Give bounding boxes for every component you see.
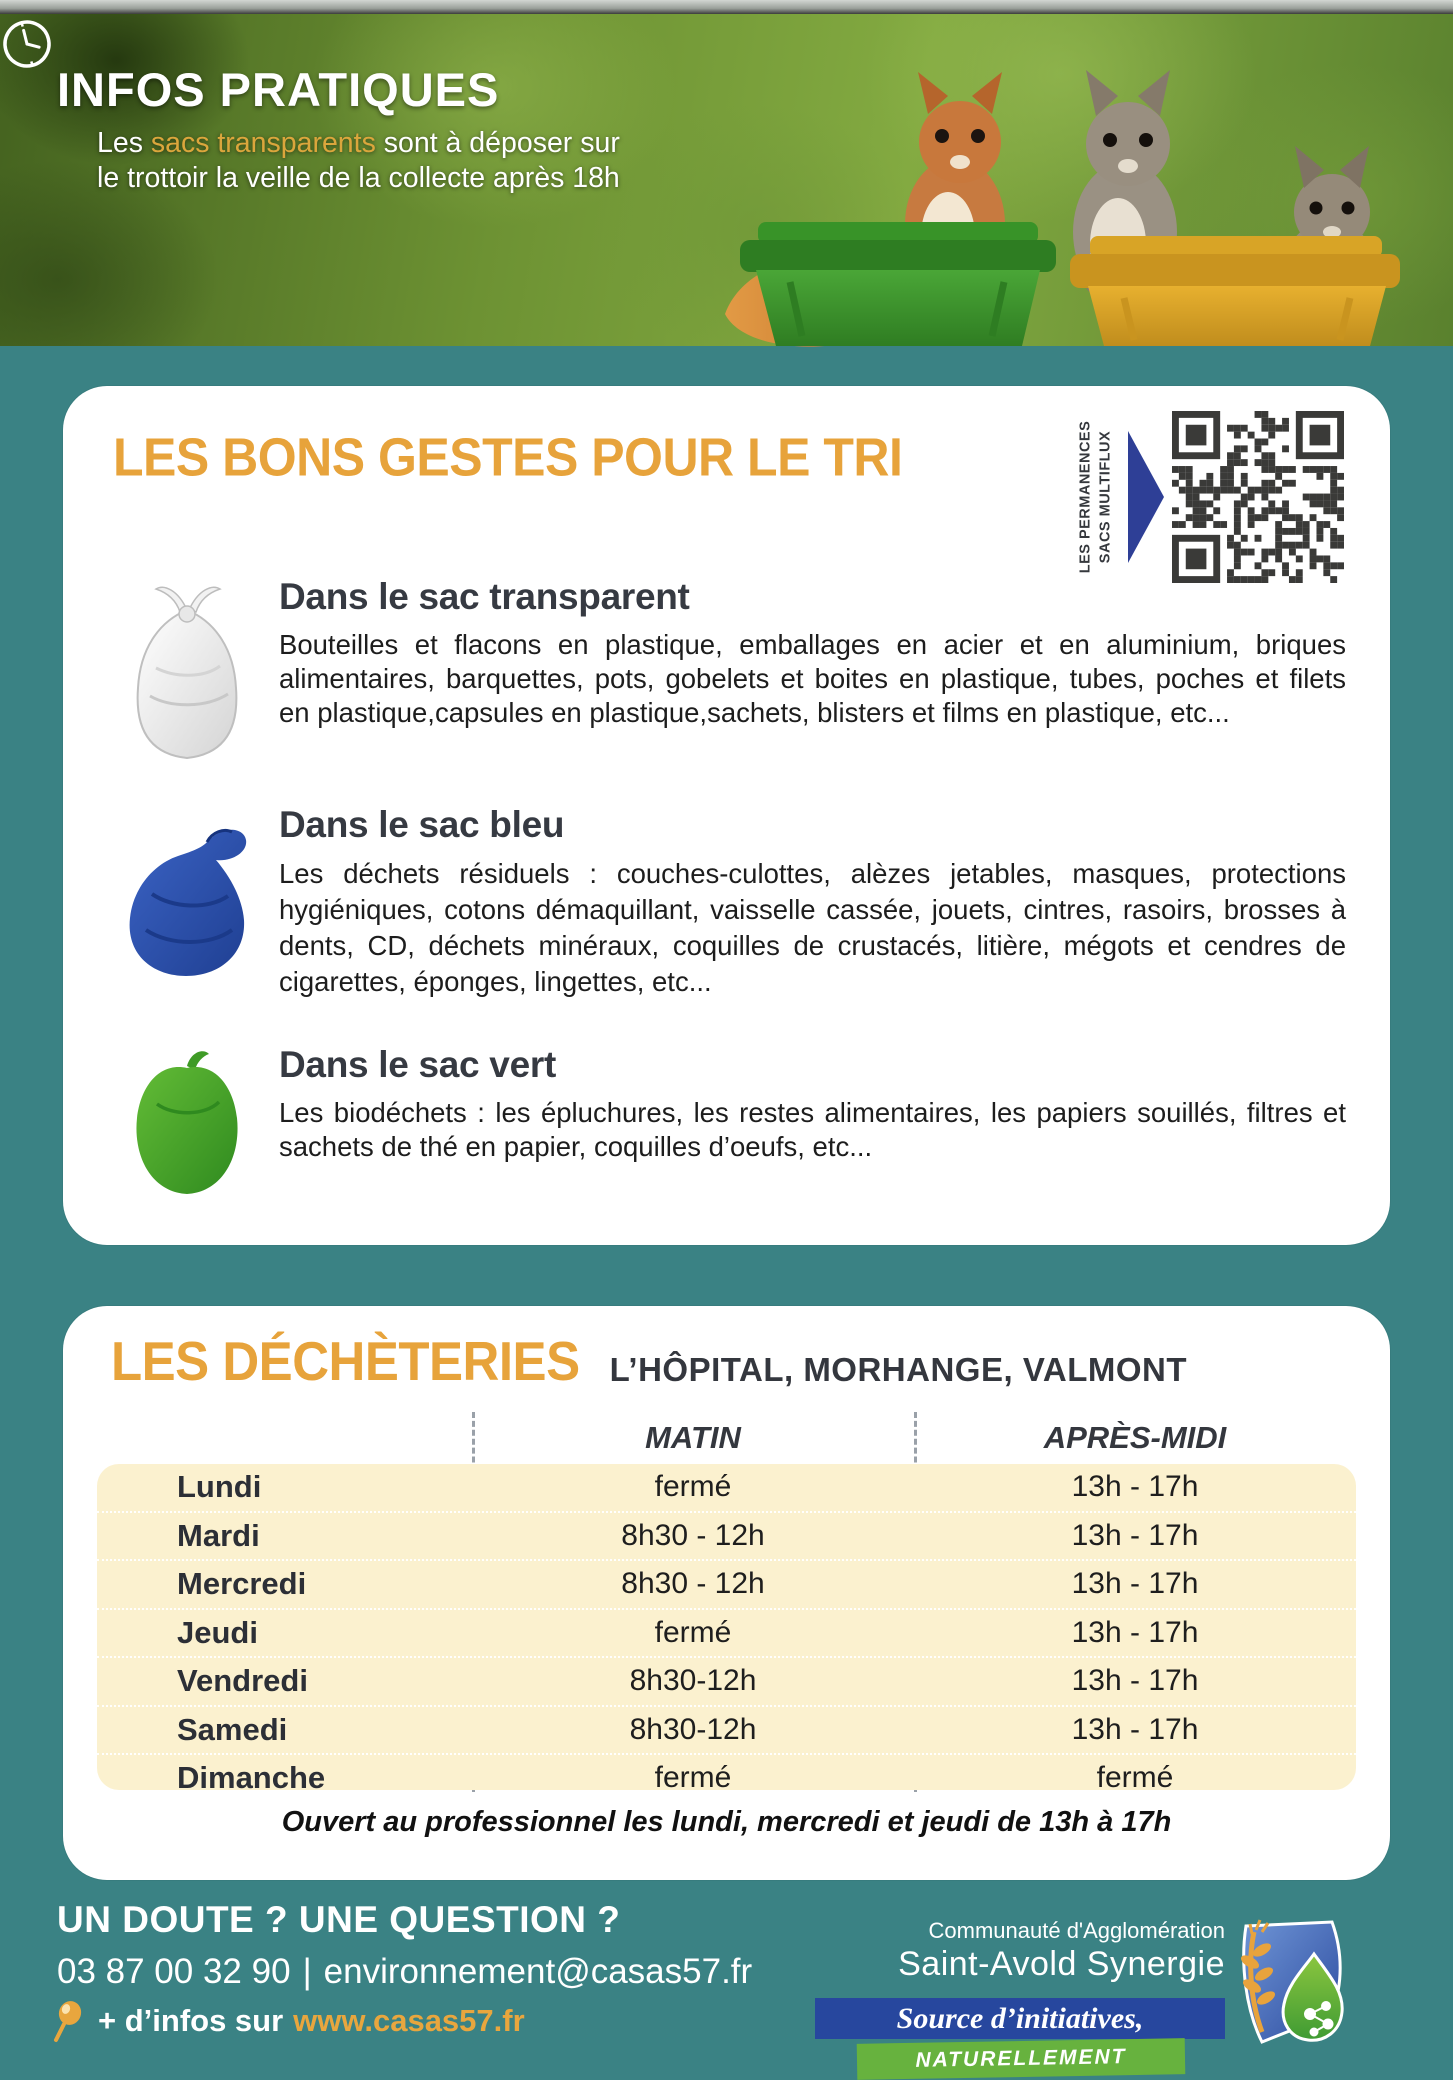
decheteries-title-row [111,1330,1188,1393]
clock-icon [0,14,54,74]
schedule-table-header [97,1420,1356,1456]
col-apres-midi: APRÈS-MIDI [1043,1420,1227,1455]
table-row-vendredi: Vendredi 8h30-12h 13h - 17h [97,1658,1356,1707]
yellow-bin [1070,236,1400,346]
table-row-mercredi: Mercredi 8h30 - 12h 13h - 17h [97,1561,1356,1610]
qr-block [1066,408,1344,586]
green-bin [740,222,1056,346]
table-row-samedi: Samedi 8h30-12h 13h - 17h [97,1707,1356,1756]
tagline-badge-green [857,2038,1186,2080]
qr-label-line1: LES PERMANENCES [1077,420,1094,574]
qr-code [1172,411,1344,583]
transparent-bag-icon [107,576,267,768]
contact-line [57,1952,752,1992]
qr-vertical-label [1066,408,1126,586]
decheteries-title: LES DÉCHÈTERIES [111,1330,580,1392]
org-line-1: Communauté d'Agglomération [928,1918,1225,1943]
tagline-naturellement: NATURELLEMENT [915,2045,1127,2072]
blue-bag-icon [107,804,267,1000]
notice-highlight: sacs transparents [150,127,376,159]
footer-question: UN DOUTE ? UNE QUESTION ? [57,1899,621,1940]
heading-sac-vert: Dans le sac vert [279,1044,556,1085]
heading-sac-transparent: Dans le sac transparent [279,576,690,617]
table-row-mardi: Mardi 8h30 - 12h 13h - 17h [97,1513,1356,1562]
tagline-script: Source d’initiatives, [896,2001,1144,2035]
collection-notice [97,126,620,196]
schedule-table [97,1464,1356,1796]
decheteries-locations: L’HÔPITAL, MORHANGE, VALMONT [609,1351,1188,1388]
pushpin-icon [50,2000,84,2042]
section-sac-vert [107,1044,1346,1200]
table-row-jeudi: Jeudi fermé 13h - 17h [97,1610,1356,1659]
tagline-badge-blue [815,1998,1225,2039]
info-prefix: + d’infos sur [98,2003,284,2038]
table-row-dimanche: Dimanche fermé fermé [177,1760,1174,1796]
website-url: www.casas57.fr [293,2003,525,2038]
col-matin: MATIN [645,1420,741,1455]
notice-line-2: le trottoir la veille de la collecte après 18h [97,162,620,194]
more-info-line [50,2000,525,2042]
table-row-lundi: Lundi fermé 13h - 17h [97,1464,1356,1513]
col-day [97,1420,472,1456]
sorting-rules-card [63,386,1390,1245]
body-sac-bleu: Les déchets résiduels : couches-culottes, alèzes jetables, masques, protections hygiéniques, cotons démaquillant, vaisselle cassée, jouets, cintres, rasoirs, brosses à dents, CD, déchets minéraux, coquilles de crustacés, litière, mégots et cendres de cigarettes, éponges, lingettes, etc... [279,858,1346,997]
arrow-right-icon [1128,431,1164,563]
section-sac-bleu [107,804,1346,1000]
page-title: INFOS PRATIQUES [57,63,500,116]
body-sac-transparent: Bouteilles et flacons en plastique, emballages en acier et en aluminium, briques alimentaires, barquettes, pots, gobelets et boites en plastique, tubes, poches et filets en plastique,capsules en plastique,sachets, blisters et films en plastique, etc... [279,629,1346,728]
section-sac-transparent [107,576,1346,768]
qr-label-line2: SACS MULTIFLUX [1098,430,1114,564]
heading-sac-bleu: Dans le sac bleu [279,804,565,845]
header-photo [0,14,1453,346]
org-line-2: Saint-Avold Synergie [898,1945,1225,1983]
green-bag-icon [107,1044,267,1200]
professional-note: Ouvert au professionnel les lundi, mercredi et jeudi de 13h à 17h [281,1806,1172,1838]
saint-avold-synergie-logo [1232,1920,1352,2048]
contact-separator: | [302,1952,312,1991]
scanner-edge [0,0,1453,14]
organization-name [820,1918,1225,1984]
sorting-card-title: LES BONS GESTES POUR LE TRI [113,427,903,488]
body-sac-vert: Les biodéchets : les épluchures, les restes alimentaires, les papiers souillés, filtres et sachets de thé en papier, coquilles d’oeufs, etc... [279,1097,1346,1162]
email-address: environnement@casas57.fr [323,1952,753,1991]
decheteries-card [63,1306,1390,1880]
notice-line-1: Les sacs transparents sont à déposer sur [97,127,620,159]
phone-number: 03 87 00 32 90 [57,1952,291,1991]
